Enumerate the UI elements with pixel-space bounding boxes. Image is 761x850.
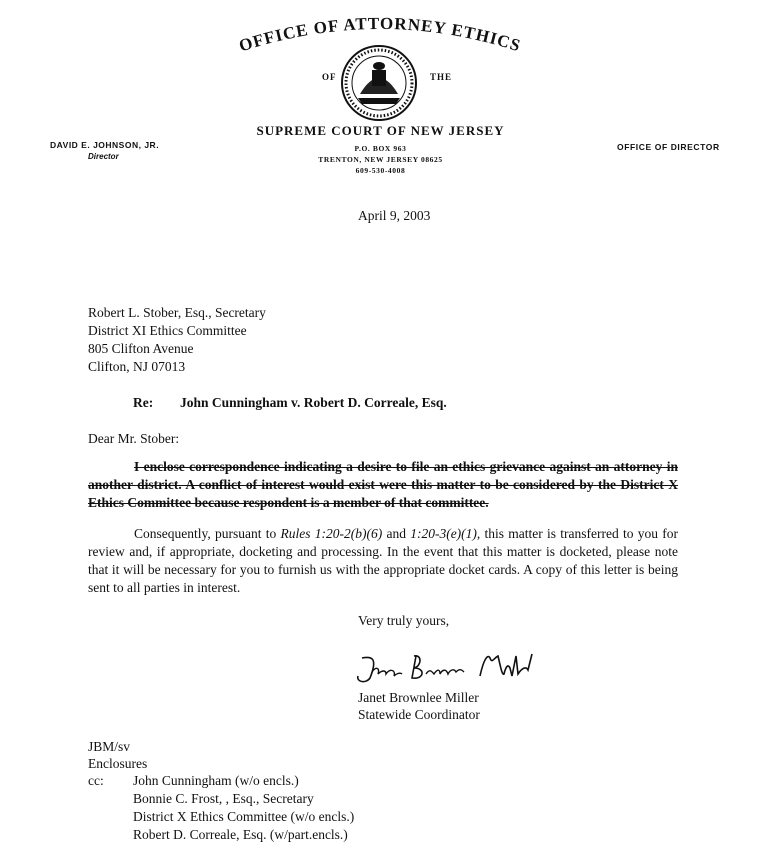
initials: JBM/sv	[88, 739, 131, 754]
paragraph-1-text: I enclose correspondence indicating a desire to file an ethics grievance against an attorney in another district. A conflict of interest would exist were this matter to be considered by the District X Ethics Committee because respondent is a member of that committee.	[88, 459, 678, 510]
cc-item: Bonnie C. Frost, , Esq., Secretary	[133, 791, 314, 806]
director-name: DAVID E. JOHNSON, JR.	[50, 140, 160, 150]
court-name: SUPREME COURT OF NEW JERSEY	[256, 123, 505, 138]
recipient-line-3: 805 Clifton Avenue	[88, 341, 194, 356]
salutation: Dear Mr. Stober:	[88, 431, 180, 446]
cc-item: John Cunningham (w/o encls.)	[133, 773, 299, 788]
paragraph-2	[88, 525, 678, 597]
paragraph-2-text-c: , this matter is transferred to you for review and, if appropriate, docketing and processing. In the event that this matter is docketed, please note that it will be necessary for you to furnish us with the appropriate docket cards. A copy of this letter is being sent to all parties in interest.	[88, 526, 678, 595]
closing: Very truly yours,	[358, 613, 450, 628]
phone-number: 609-530-4008	[355, 166, 406, 175]
re-subject: John Cunningham v. Robert D. Correale, Esq.	[180, 395, 447, 410]
rule-2: 1:20-3(e)(1)	[410, 526, 477, 541]
letter-date: April 9, 2003	[358, 208, 431, 223]
paragraph-1	[88, 458, 678, 512]
city-address: TRENTON, NEW JERSEY 08625	[318, 155, 443, 164]
cc-item: District X Ethics Committee (w/o encls.)	[133, 809, 355, 824]
svg-text:OFFICE OF ATTORNEY ETHICS: OFFICE OF ATTORNEY ETHICS	[236, 13, 524, 56]
enclosures: Enclosures	[88, 756, 148, 771]
recipient-line-1: Robert L. Stober, Esq., Secretary	[88, 305, 266, 320]
cc-item: Robert D. Correale, Esq. (w/part.encls.)	[133, 827, 348, 842]
director-title: Director	[88, 152, 119, 161]
handwritten-signature	[352, 648, 552, 688]
recipient-line-2: District XI Ethics Committee	[88, 323, 247, 338]
signer-name: Janet Brownlee Miller	[358, 690, 479, 705]
of-right-label: THE	[430, 72, 453, 82]
po-box: P.O. BOX 963	[354, 144, 407, 153]
signer-title: Statewide Coordinator	[358, 707, 480, 722]
re-label: Re:	[133, 395, 154, 410]
office-of-director: OFFICE OF DIRECTOR	[617, 142, 720, 152]
paragraph-2-text-b: and	[382, 526, 411, 541]
of-left-label: OF	[322, 72, 337, 82]
state-seal-icon	[340, 44, 418, 122]
recipient-line-4: Clifton, NJ 07013	[88, 359, 186, 374]
rule-1: Rules 1:20-2(b)(6)	[280, 526, 383, 541]
paragraph-2-text-a: Consequently, pursuant to	[134, 526, 281, 541]
cc-label: cc:	[88, 773, 104, 788]
